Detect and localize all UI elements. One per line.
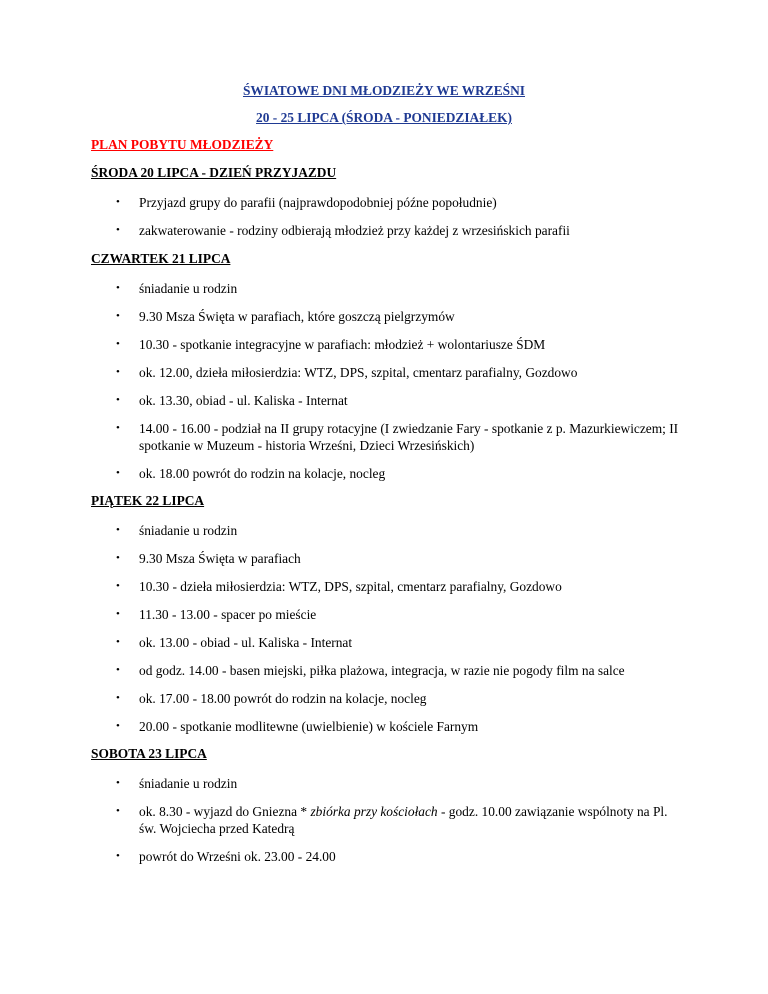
list-item-text: ok. 17.00 - 18.00 powrót do rodzin na kolacje, nocleg — [139, 691, 427, 706]
list-item — [91, 578, 681, 595]
bullet-icon: • — [116, 196, 120, 208]
list-item — [91, 775, 681, 792]
list-item-text: zakwaterowanie - rodziny odbierają młodzież przy każdej z wrzesińskich parafii — [139, 223, 570, 238]
document-dates: 20 - 25 LIPCA (ŚRODA - PONIEDZIAŁEK) — [256, 110, 512, 125]
bullet-icon: • — [116, 524, 120, 536]
list-item — [91, 848, 681, 865]
bullet-icon: • — [116, 664, 120, 676]
list-item-text: ok. 13.30, obiad - ul. Kaliska - Internat — [139, 393, 348, 408]
bullet-icon: • — [116, 282, 120, 294]
list-item-text: śniadanie u rodzin — [139, 281, 238, 296]
list-item-text: 10.30 - dzieła miłosierdzia: WTZ, DPS, szpital, cmentarz parafialny, Gozdowo — [139, 579, 562, 594]
list-item-text-part: - godz. 10.00 zawiązanie wspólnoty na Pl. św. Wojciecha przed Katedrą — [139, 804, 668, 836]
list-item-text: 10.30 - spotkanie integracyjne w parafiach: młodzież + wolontariusze ŚDM — [139, 337, 546, 352]
list-item-text: 14.00 - 16.00 - podział na II grupy rotacyjne (I zwiedzanie Fary - spotkanie z p. Mazurkiewiczem; II spotkanie w Muzeum - historia Wrześni, Dzieci Wrzesińskich) — [139, 421, 679, 453]
list-item — [91, 336, 681, 353]
bullet-icon: • — [116, 608, 120, 620]
list-item-text: 20.00 - spotkanie modlitewne (uwielbienie) w kościele Farnym — [139, 719, 479, 734]
list-item-text: 9.30 Msza Święta w parafiach, które goszczą pielgrzymów — [139, 309, 455, 324]
bullet-icon: • — [116, 720, 120, 732]
list-item — [91, 465, 681, 482]
bullet-icon: • — [116, 338, 120, 350]
list-item — [91, 420, 681, 454]
list-item-text — [139, 803, 681, 837]
day-heading-czwartek: CZWARTEK 21 LIPCA — [91, 251, 231, 266]
bullet-icon: • — [116, 467, 120, 479]
list-item-text-part: ok. 8.30 - wyjazd do Gniezna * — [139, 804, 311, 819]
list-item-text: śniadanie u rodzin — [139, 776, 238, 791]
bullet-icon: • — [116, 422, 120, 434]
list-item — [91, 690, 681, 707]
bullet-icon: • — [116, 805, 120, 817]
day-heading-sroda: ŚRODA 20 LIPCA - DZIEŃ PRZYJAZDU — [91, 165, 337, 180]
list-item-text: ok. 12.00, dzieła miłosierdzia: WTZ, DPS, szpital, cmentarz parafialny, Gozdowo — [139, 365, 578, 380]
list-item-text: Przyjazd grupy do parafii (najprawdopodobniej późne popołudnie) — [139, 195, 497, 210]
list-item — [91, 222, 681, 239]
list-item — [91, 280, 681, 297]
bullet-icon: • — [116, 224, 120, 236]
list-item — [91, 308, 681, 325]
list-item-text: od godz. 14.00 - basen miejski, piłka plażowa, integracja, w razie nie pogody film na salce — [139, 663, 625, 678]
list-item — [91, 662, 681, 679]
list-item — [91, 522, 681, 539]
plan-title: PLAN POBYTU MŁODZIEŻY — [91, 137, 274, 152]
day-heading-sobota: SOBOTA 23 LIPCA — [91, 746, 207, 761]
list-item — [91, 606, 681, 623]
list-item-text: ok. 13.00 - obiad - ul. Kaliska - Internat — [139, 635, 353, 650]
list-item — [91, 550, 681, 567]
list-item-text: 9.30 Msza Święta w parafiach — [139, 551, 301, 566]
list-item-text: ok. 18.00 powrót do rodzin na kolacje, nocleg — [139, 466, 386, 481]
bullet-icon: • — [116, 366, 120, 378]
list-item-text: śniadanie u rodzin — [139, 523, 238, 538]
list-item — [91, 392, 681, 409]
list-item — [91, 803, 681, 837]
list-item — [91, 364, 681, 381]
bullet-icon: • — [116, 850, 120, 862]
list-item-text: powrót do Wrześni ok. 23.00 - 24.00 — [139, 849, 336, 864]
list-item — [91, 718, 681, 735]
document-title: ŚWIATOWE DNI MŁODZIEŻY WE WRZEŚNI — [242, 83, 526, 98]
bullet-icon: • — [116, 552, 120, 564]
bullet-icon: • — [116, 310, 120, 322]
bullet-icon: • — [116, 636, 120, 648]
day-heading-piatek: PIĄTEK 22 LIPCA — [91, 493, 205, 508]
list-item-italic-text: zbiórka przy kościołach — [310, 804, 438, 819]
bullet-icon: • — [116, 580, 120, 592]
list-item — [91, 194, 681, 211]
list-item — [91, 634, 681, 651]
list-item-text: 11.30 - 13.00 - spacer po mieście — [139, 607, 317, 622]
bullet-icon: • — [116, 777, 120, 789]
bullet-icon: • — [116, 394, 120, 406]
bullet-icon: • — [116, 692, 120, 704]
